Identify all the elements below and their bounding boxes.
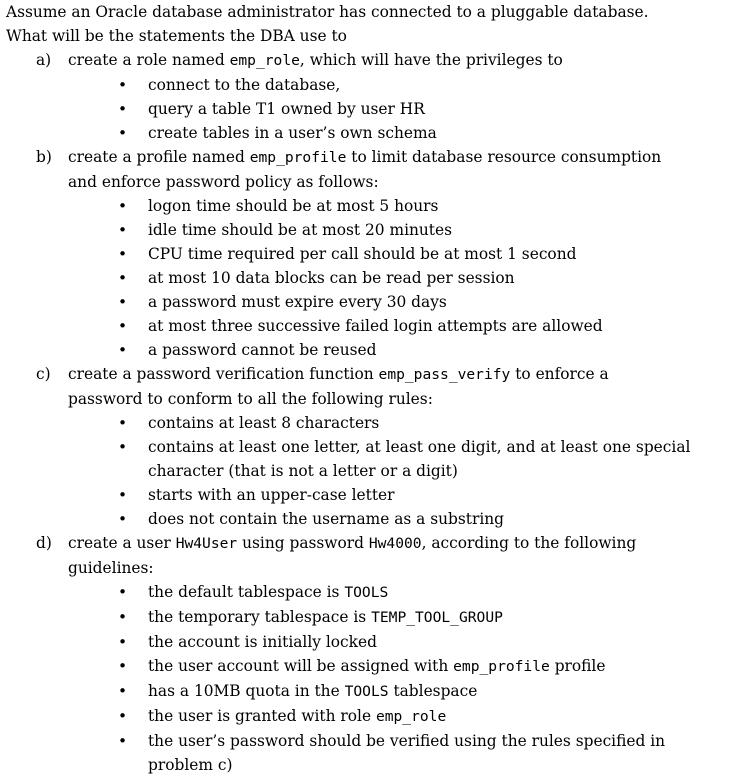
text-run: create a role named: [68, 51, 230, 69]
text-run: and enforce password policy as follows:: [68, 173, 379, 191]
bullet-dot-icon: •: [118, 76, 128, 94]
bullet-dot-icon: •: [118, 682, 128, 700]
text-run: the user account will be assigned with: [148, 657, 454, 675]
bullet-item: [0, 194, 730, 218]
code-term: emp_role: [375, 708, 447, 725]
text-run: CPU time required per call should be at most 1 second: [148, 245, 577, 263]
bullet-dot-icon: •: [118, 438, 128, 456]
text-run: logon time should be at most 5 hours: [148, 197, 439, 215]
bullet-dot-icon: •: [118, 341, 128, 359]
text-run: a password must expire every 30 days: [148, 293, 447, 311]
part-text-line: [68, 362, 730, 387]
text-run: profile: [549, 657, 606, 675]
bullet-item: [0, 314, 730, 338]
text-run: the user is granted with role: [148, 707, 376, 725]
code-term: TEMP_TOOL_GROUP: [371, 609, 503, 626]
part-letter: b): [36, 148, 52, 166]
text-run: does not contain the username as a substring: [148, 510, 505, 528]
task-part: [0, 145, 730, 362]
bullet-item: [0, 73, 730, 97]
bullet-item: [0, 679, 730, 704]
text-run: idle time should be at most 20 minutes: [148, 221, 453, 239]
text-run: character (that is not a letter or a digit): [148, 462, 458, 480]
code-term: emp_role: [229, 52, 300, 69]
bullet-item: [0, 242, 730, 266]
text-run: to limit database resource consumption: [346, 148, 662, 166]
bullet-dot-icon: •: [118, 583, 128, 601]
text-run: a password cannot be reused: [148, 341, 377, 359]
text-run: create a user: [68, 534, 176, 552]
bullet-dot-icon: •: [118, 197, 128, 215]
bullet-item: [0, 729, 730, 753]
text-run: the default tablespace is: [148, 583, 345, 601]
bullet-dot-icon: •: [118, 510, 128, 528]
code-term: TOOLS: [344, 683, 389, 700]
text-run: connect to the database,: [148, 76, 341, 94]
bullet-dot-icon: •: [118, 657, 128, 675]
part-letter: d): [36, 534, 52, 552]
task-part: [0, 531, 730, 777]
code-term: emp_profile: [249, 149, 347, 166]
bullet-dot-icon: •: [118, 633, 128, 651]
bullet-dot-icon: •: [118, 707, 128, 725]
code-term: Hw4000: [368, 535, 422, 552]
text-run: password to conform to all the following rules:: [68, 390, 433, 408]
bullet-item: [0, 97, 730, 121]
bullet-list: [68, 73, 730, 145]
bullet-item: [0, 654, 730, 679]
bullet-dot-icon: •: [118, 221, 128, 239]
bullet-item-continuation: [0, 753, 730, 777]
part-text-line: [68, 170, 730, 194]
part-text-line: [68, 48, 730, 73]
intro-line: Assume an Oracle database administrator has connected to a pluggable database.: [6, 3, 649, 21]
text-run: to enforce a: [510, 365, 609, 383]
text-run: the user’s password should be verified using the rules specified in: [148, 732, 666, 750]
code-term: emp_pass_verify: [378, 366, 511, 383]
part-text-line: [68, 145, 730, 170]
bullet-item-continuation: [0, 459, 730, 483]
bullet-list: [68, 411, 730, 531]
bullet-item: [0, 338, 730, 362]
bullet-dot-icon: •: [118, 608, 128, 626]
text-run: , which will have the privileges to: [299, 51, 563, 69]
bullet-item: [0, 605, 730, 630]
text-run: query a table T1 owned by user HR: [148, 100, 425, 118]
bullet-dot-icon: •: [118, 414, 128, 432]
bullet-dot-icon: •: [118, 100, 128, 118]
bullet-dot-icon: •: [118, 124, 128, 142]
text-run: contains at least one letter, at least one digit, and at least one special: [148, 438, 691, 456]
task-part: [0, 48, 730, 145]
bullet-dot-icon: •: [118, 245, 128, 263]
text-run: problem c): [148, 756, 233, 774]
bullet-item: [0, 290, 730, 314]
bullet-item: [0, 704, 730, 729]
code-term: TOOLS: [344, 584, 389, 601]
text-run: contains at least 8 characters: [148, 414, 380, 432]
bullet-dot-icon: •: [118, 269, 128, 287]
bullet-dot-icon: •: [118, 317, 128, 335]
text-run: tablespace: [388, 682, 478, 700]
intro-line: What will be the statements the DBA use to: [6, 27, 347, 45]
text-run: create tables in a user’s own schema: [148, 124, 437, 142]
text-run: at most three successive failed login attempts are allowed: [148, 317, 603, 335]
text-run: has a 10MB quota in the: [148, 682, 345, 700]
part-letter: a): [36, 51, 52, 69]
bullet-item: [0, 483, 730, 507]
bullet-dot-icon: •: [118, 293, 128, 311]
bullet-item: [0, 435, 730, 459]
text-run: starts with an upper-case letter: [148, 486, 395, 504]
text-run: guidelines:: [68, 559, 154, 577]
code-term: Hw4User: [175, 535, 238, 552]
bullet-item: [0, 411, 730, 435]
text-run: , according to the following: [421, 534, 637, 552]
bullet-dot-icon: •: [118, 486, 128, 504]
part-text-line: [68, 556, 730, 580]
text-run: using password: [237, 534, 369, 552]
code-term: emp_profile: [453, 658, 550, 675]
bullet-dot-icon: •: [118, 732, 128, 750]
bullet-item: [0, 266, 730, 290]
intro-paragraph: [0, 0, 730, 48]
text-run: create a password verification function: [68, 365, 379, 383]
text-run: at most 10 data blocks can be read per session: [148, 269, 515, 287]
task-part: [0, 362, 730, 531]
bullet-item: [0, 507, 730, 531]
text-run: create a profile named: [68, 148, 250, 166]
text-run: the temporary tablespace is: [148, 608, 372, 626]
bullet-list: [68, 194, 730, 362]
bullet-item: [0, 630, 730, 654]
bullet-item: [0, 121, 730, 145]
task-list: [0, 48, 730, 777]
bullet-item: [0, 218, 730, 242]
part-text-line: [68, 387, 730, 411]
text-run: the account is initially locked: [148, 633, 377, 651]
bullet-item: [0, 580, 730, 605]
part-text-line: [68, 531, 730, 556]
bullet-list: [68, 580, 730, 777]
part-letter: c): [36, 365, 51, 383]
